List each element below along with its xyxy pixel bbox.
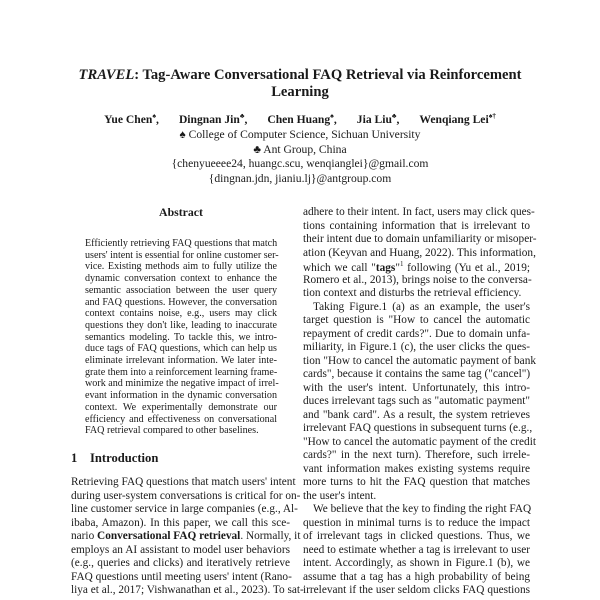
text-line: [71, 517, 290, 530]
text-line: [303, 449, 530, 462]
text-line: [303, 557, 530, 570]
text-line: [303, 395, 530, 408]
text-line: [303, 246, 536, 260]
text-line: [71, 530, 301, 543]
text-line: [303, 233, 537, 246]
author: Yue Chen♠,: [104, 112, 159, 126]
text-line: [303, 584, 530, 597]
text-line: [303, 382, 530, 395]
text-line: [303, 503, 530, 516]
text-line: [303, 354, 536, 368]
affiliation-mark: ♠†: [488, 112, 496, 120]
text-line: [303, 571, 530, 584]
paper-title-system-name: TRAVEL: [78, 67, 135, 83]
email-antgroup: {dingnan.jdn, jianiu.lj}@antgroup.com: [208, 172, 392, 185]
text-run: ": [395, 261, 400, 274]
text-run: Retrieving FAQ questions that match users' intent: [71, 476, 296, 488]
section-number: 1: [71, 451, 78, 465]
text-line: [303, 314, 530, 327]
text-run: "How to cancel the automatic payment of the credit: [303, 435, 536, 448]
text-run: Taking Figure.1 (a) as an example, the user's: [313, 300, 530, 313]
text-run: vant information makes existing systems require: [303, 462, 530, 475]
text-line: [303, 260, 530, 273]
text-run: target question is "How to cancel the automatic: [303, 314, 530, 326]
text-run: FAQ questions until meeting users' intent (Rano-: [71, 570, 292, 583]
text-run: liya et al., 2017; Vishwanathan et al., 2023). To sat-: [71, 584, 304, 596]
text-run: nario: [71, 530, 98, 542]
bold-term: Conversational FAQ retrieval: [97, 530, 241, 542]
text-run: miliarity, in Figure.1 (c), the user clicks the ques-: [303, 341, 530, 353]
text-run: their intent due to domain unfamiliarity or misoper-: [303, 233, 537, 245]
author-name: Yue Chen: [104, 112, 153, 126]
text-line: [303, 368, 530, 381]
text-run: cards?" in the next turn). Therefore, such irrele-: [303, 449, 530, 461]
email-gmail: {chenyueeee24, huangc.scu, wenqianglei}@gmail.com: [171, 157, 429, 170]
text-run: cards", because it contains the same tag ("cancel"): [303, 368, 531, 380]
affiliation-ant-group: ♣ Ant Group, China: [253, 143, 347, 156]
abstract-line: evant information in the dynamic conversation: [85, 390, 277, 402]
abstract-line: context. We experimentally demonstrate our: [85, 401, 277, 413]
bold-term: tags: [375, 261, 396, 274]
text-line: [303, 517, 530, 530]
text-run: intent. Accordingly, as shown in Figure.1 (b), we: [303, 557, 530, 569]
text-run: employs an AI assistant to model user behaviors: [71, 543, 290, 556]
author-name: Chen Huang: [267, 112, 331, 126]
abstract-line: work and minimize the negative impact of irrel-: [85, 378, 279, 390]
abstract-line: semantic association between the user query: [85, 284, 277, 296]
text-run: ation (Keyvan and Huang, 2022). This information,: [303, 246, 536, 259]
text-line: [303, 274, 530, 287]
abstract-line: questions they don't like, leading to inaccurate: [85, 319, 277, 331]
text-line: [71, 489, 301, 503]
abstract-line: semantics modeling. To tackle this, we intro-: [85, 331, 277, 343]
affiliation-mark: ♣: [391, 112, 397, 120]
text-run: line customer service in large companies (e.g., Al-: [71, 503, 298, 515]
text-run: . Normally, it: [240, 530, 301, 542]
text-run: tion "How to cancel the automatic payment of bank: [303, 354, 536, 367]
text-run: adhere to their intent. In fact, users may click ques-: [303, 206, 535, 218]
text-run: and "bank card". As a result, the system retrieves: [303, 408, 530, 421]
abstract-line: users' intent is essential for online customer ser-: [85, 249, 279, 261]
abstract-line: context contains noise, e.g., users may click: [85, 308, 277, 320]
text-run: more turns to hit the FAQ question that matches: [303, 476, 530, 488]
text-line: [303, 476, 530, 489]
text-line: [71, 544, 290, 557]
introduction-heading: [71, 451, 158, 466]
paper-title-line-2: Learning: [271, 84, 329, 100]
text-run: tions containing information that is irrelevant to: [303, 219, 530, 232]
text-line: [303, 220, 530, 233]
abstract-line: FAQ retrieval compared to other baselines.: [85, 425, 259, 437]
text-run: assume that a tag has a high probability of being: [303, 570, 530, 583]
text-run: duces irrelevant tags such as "automatic payment": [303, 395, 530, 407]
paper-title-text: : Tag-Aware Conversational FAQ Retrieval via Reinforcement: [134, 67, 522, 83]
author: Jia Liu♣,: [356, 112, 400, 126]
text-run: of irrelevant tags in clicked questions. Thus, we: [303, 530, 530, 542]
text-line: [303, 463, 530, 476]
abstract-line: and FAQ questions. However, the conversation: [85, 296, 277, 308]
text-run: repayment of credit cards?". Due to domain unfa-: [303, 327, 530, 340]
text-run: question in minimal turns is to reduce the impact: [303, 516, 530, 529]
text-line: [303, 530, 530, 543]
author-name: Dingnan Jin: [178, 112, 240, 126]
author: Chen Huang♠,: [267, 112, 337, 126]
affiliation-mark: ♠: [330, 112, 334, 120]
text-line: [303, 287, 530, 300]
text-line: [71, 571, 290, 584]
author: [419, 113, 495, 126]
text-line: [71, 557, 290, 570]
abstract-line: dynamic conversation context to enhance the: [85, 273, 277, 285]
abstract-line: grate them into a reinforcement learning frame-: [85, 366, 278, 378]
text-run: Romero et al., 2013), brings noise to the conversa-: [303, 273, 532, 286]
text-line: [303, 328, 530, 341]
text-line: [303, 435, 536, 449]
text-line: [71, 503, 298, 516]
abstract-line: vice. Existing methods aim to fully utilize the: [85, 261, 277, 273]
author-name: Wenqiang Lei: [419, 112, 489, 126]
text-run: irrelevant FAQ questions in subsequent turns (e.g.,: [303, 422, 533, 434]
text-run: (e.g., queries and clicks) and iteratively retrieve: [71, 557, 290, 569]
text-line: [303, 422, 533, 435]
paper-title-line-1: [0, 67, 600, 84]
text-line: [71, 476, 296, 489]
text-line: [303, 206, 535, 219]
text-run: with the user's intent. Unfortunately, this intro-: [303, 381, 530, 394]
text-run: which we call ": [303, 261, 376, 274]
affiliation-sichuan: ♠ College of Computer Science, Sichuan University: [179, 128, 421, 141]
text-line: [303, 341, 530, 354]
abstract-line: eliminate irrelevant information. We later inte-: [85, 355, 277, 366]
footnote-mark: 1: [399, 260, 404, 268]
text-line: [303, 409, 530, 422]
section-title: Introduction: [90, 451, 159, 465]
author-name: Jia Liu: [356, 112, 392, 126]
text-line: [71, 584, 304, 597]
abstract-line: duce tags of FAQ questions, which can help us: [85, 343, 277, 355]
text-run: We believe that the key to finding the right FAQ: [313, 503, 532, 515]
affiliation-mark: ♠: [152, 112, 157, 120]
author-list: [0, 112, 600, 126]
text-run: during user-system conversations is critical for on-: [71, 489, 301, 502]
text-run: irrelevant if the user seldom clicks FAQ questions: [303, 584, 530, 596]
text-line: [303, 490, 530, 503]
abstract-line: Efficiently retrieving FAQ questions that match: [85, 238, 278, 249]
text-line: [303, 301, 530, 314]
abstract-heading: Abstract: [159, 205, 203, 219]
author: Dingnan Jin♣,: [178, 112, 248, 126]
text-run: tion context and disturbs the retrieval efficiency.: [303, 287, 522, 299]
text-run: need to estimate whether a tag is irrelevant to user: [303, 543, 530, 556]
text-run: following (Yu et al., 2019;: [403, 261, 530, 274]
text-run: the user's intent.: [303, 489, 377, 502]
text-line: [303, 544, 530, 557]
text-run: ibaba, Amazon). In this paper, we call this sce-: [71, 516, 290, 529]
abstract-line: efficiency and effectiveness on conversational: [85, 413, 277, 425]
affiliation-mark: ♣: [239, 112, 245, 120]
